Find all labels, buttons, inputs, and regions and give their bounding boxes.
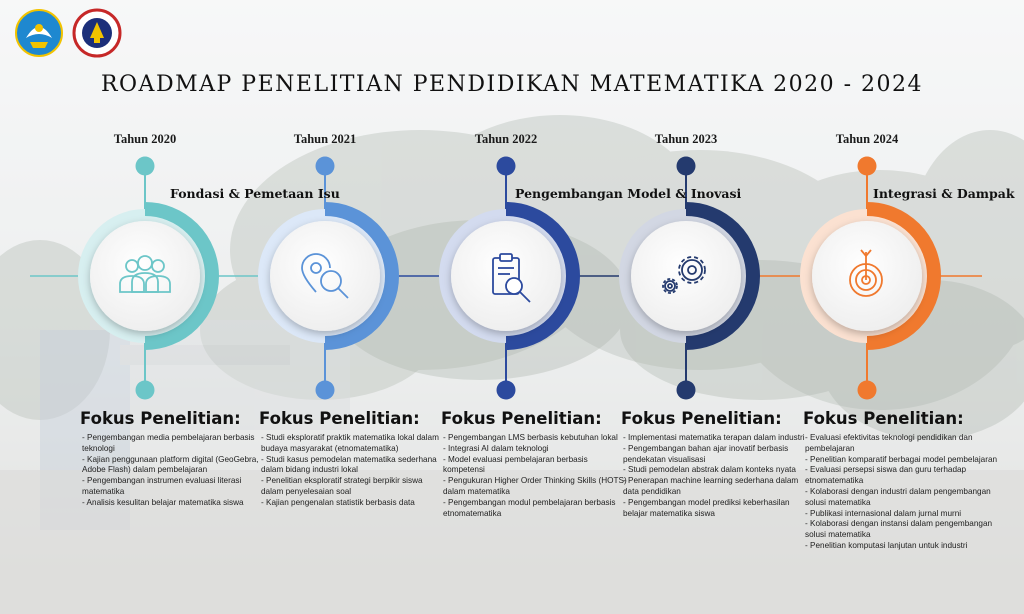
year-label-2021: Tahun 2021: [293, 132, 357, 146]
focus-item: - Implementasi matematika terapan dalam industri: [623, 433, 805, 442]
focus-item: - Pengembangan media pembelajaran berbasis teknologi: [82, 433, 255, 453]
focus-list-2023: [623, 433, 808, 519]
focus-item: - Pengembangan LMS berbasis kebutuhan lokal: [443, 433, 618, 442]
focus-list-2020: [82, 433, 267, 509]
focus-item: - Kajian pengenalan statistik berbasis data: [261, 497, 415, 507]
focus-title-2024: Fokus Penelitian:: [803, 409, 964, 428]
focus-item: - Kolaborasi dengan industri dalam pengembangan solusi matematika: [805, 486, 991, 507]
phase-label-integrasi: Integrasi & Dampak: [873, 186, 1015, 201]
focus-item: - Studi kasus pemodelan matematika sederhana dalam bidang industri lokal: [261, 454, 437, 475]
focus-item: - Pengukuran Higher Order Thinking Skills (HOTS) dalam matematika: [443, 476, 627, 496]
focus-item: - Pengembangan modul pembelajaran berbasis etnomatematika: [443, 497, 616, 518]
focus-title-2021: Fokus Penelitian:: [259, 409, 420, 428]
focus-list-2024: [805, 433, 1005, 552]
focus-item: - Penerapan machine learning sederhana dalam data pendidikan: [623, 476, 799, 496]
year-label-2024: Tahun 2024: [835, 132, 899, 146]
focus-item: - Evaluasi persepsi siswa dan guru terhadap etnomatematika: [805, 465, 967, 486]
focus-item: - Pengembangan bahan ajar inovatif berbasis pendekatan visualisasi: [623, 443, 789, 464]
focus-item: - Publikasi internasional dalam jurnal murni: [805, 508, 962, 518]
focus-item: - Evaluasi efektivitas teknologi pendidikan dan pembelajaran: [805, 433, 973, 453]
phase-label-fondasi: Fondasi & Pemetaan Isu: [170, 186, 340, 201]
year-label-2023: Tahun 2023: [654, 132, 718, 146]
focus-item: - Penelitian komparatif berbagai model pembelajaran: [805, 454, 998, 464]
focus-item: - Pengembangan model prediksi keberhasilan belajar matematika siswa: [623, 497, 790, 518]
focus-title-2023: Fokus Penelitian:: [621, 409, 782, 428]
focus-list-2022: [443, 433, 628, 519]
focus-item: - Kajian penggunaan platform digital (GeoGebra, Adobe Flash) dalam pembelajaran: [82, 454, 259, 475]
focus-item: - Penelitian eksploratif strategi berpikir siswa dalam penyelesaian soal: [261, 476, 423, 496]
focus-item: - Penelitian komputasi lanjutan untuk industri: [805, 540, 968, 550]
focus-item: - Studi pemodelan abstrak dalam konteks nyata: [623, 465, 796, 475]
focus-item: - Analisis kesulitan belajar matematika siswa: [82, 497, 244, 507]
focus-item: - Model evaluasi pembelajaran berbasis kompetensi: [443, 454, 588, 475]
year-label-2022: Tahun 2022: [474, 132, 538, 146]
focus-title-2020: Fokus Penelitian:: [80, 409, 241, 428]
focus-item: - Integrasi AI dalam teknologi: [443, 443, 549, 453]
phase-label-pengembangan: Pengembangan Model & Inovasi: [515, 186, 742, 201]
focus-title-2022: Fokus Penelitian:: [441, 409, 602, 428]
focus-list-2021: [261, 433, 446, 509]
year-label-2020: Tahun 2020: [113, 132, 177, 146]
focus-item: - Pengembangan instrumen evaluasi literasi matematika: [82, 476, 242, 496]
focus-item: - Kolaborasi dengan instansi dalam pengembangan solusi matematika: [805, 519, 993, 540]
page-title: ROADMAP PENELITIAN PENDIDIKAN MATEMATIKA 2020 - 2024: [100, 72, 924, 97]
focus-item: - Studi eksploratif praktik matematika lokal dalam budaya masyarakat (etnomatematika): [261, 433, 439, 453]
